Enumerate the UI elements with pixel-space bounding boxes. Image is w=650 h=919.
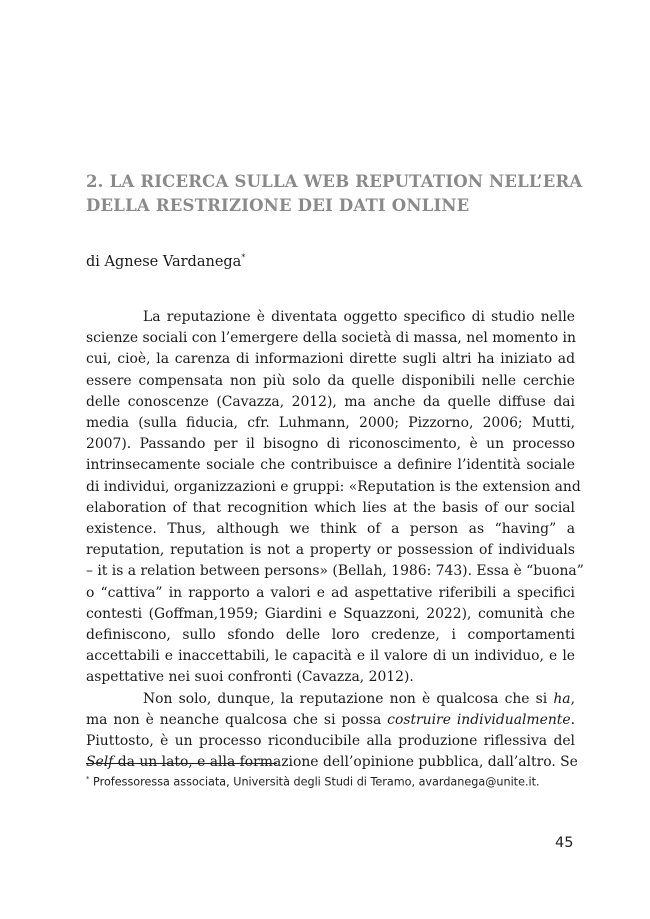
text-line: o “cattiva” in rapporto a valori e ad aspettative riferibili a specifici <box>86 584 575 601</box>
text-line: accettabili e inaccettabili, le capacità e il valore di un individuo, e le <box>86 648 575 665</box>
emphasis: ha <box>553 690 571 707</box>
text-line: Piuttosto, è un processo riconducibile alla produzione riflessiva del <box>86 733 575 750</box>
text-run: da un lato, e alla formazione dell’opinione pubblica, dall’altro. Se <box>113 754 578 771</box>
footnote-text: Professoressa associata, Università degli Studi di Teramo, avardanega@unite.it. <box>89 775 540 789</box>
text-line: delle conoscenze (Cavazza, 2012), ma anche da quelle diffuse dai <box>86 393 575 410</box>
text-run: . <box>570 711 575 728</box>
text-run: , <box>570 690 575 707</box>
text-line: aspettative nei suoi confronti (Cavazza, 2012). <box>86 669 414 686</box>
emphasis: Self <box>86 754 114 771</box>
text-line: La reputazione è diventata oggetto specifico di studio nelle <box>143 309 575 325</box>
text-line: di individui, organizzazioni e gruppi: «Reputation is the extension and <box>86 478 581 495</box>
page-number: 45 <box>555 835 574 851</box>
text-line: scienze sociali con l’emergere della società di massa, nel momento in <box>86 330 576 347</box>
chapter-title-line-1: 2. LA RICERCA SULLA WEB REPUTATION NELL’ERA <box>86 172 583 191</box>
author-byline <box>86 248 245 272</box>
text-line: contesti (Goffman,1959; Giardini e Squazzoni, 2022), comunità che <box>86 605 575 622</box>
text-line: reputation, reputation is not a property or possession of individuals <box>86 542 575 559</box>
text-run: Non solo, dunque, la reputazione non è qualcosa che si <box>143 690 554 707</box>
footnote <box>86 771 540 791</box>
author-name: di Agnese Vardanega <box>86 253 242 270</box>
footnote-divider <box>86 763 277 764</box>
paragraph-2 <box>86 689 578 774</box>
text-line: media (sulla fiducia, cfr. Luhmann, 2000; Pizzorno, 2006; Mutti, <box>86 415 575 432</box>
text-line <box>86 710 575 731</box>
text-line: definiscono, sullo sfondo delle loro credenze, i comportamenti <box>86 627 575 644</box>
text-line: intrinsecamente sociale che contribuisce a definire l’identità sociale <box>86 457 575 474</box>
text-line: existence. Thus, although we think of a person as “having” a <box>86 521 575 538</box>
text-line <box>86 689 575 710</box>
emphasis: costruire individualmente <box>387 711 571 728</box>
text-line: 2007). Passando per il bisogno di riconoscimento, è un processo <box>86 436 575 453</box>
text-line: – it is a relation between persons» (Bellah, 1986: 743). Essa è “buona” <box>86 563 584 580</box>
text-line: cui, cioè, la carenza di informazioni dirette sugli altri ha iniziato ad <box>86 351 575 368</box>
footnote-marker: * <box>241 253 246 262</box>
chapter-title-line-2: DELLA RESTRIZIONE DEI DATI ONLINE <box>86 196 470 215</box>
body-text <box>86 307 584 773</box>
chapter-title <box>86 170 586 218</box>
paragraph-1 <box>86 307 584 689</box>
text-line: essere compensata non più solo da quelle disponibili nelle cerchie <box>86 372 575 389</box>
text-run: ma non è neanche qualcosa che si possa <box>86 711 388 728</box>
text-line: elaboration of that recognition which lies at the basis of our social <box>86 499 575 516</box>
footnote-mark: * <box>86 775 90 783</box>
